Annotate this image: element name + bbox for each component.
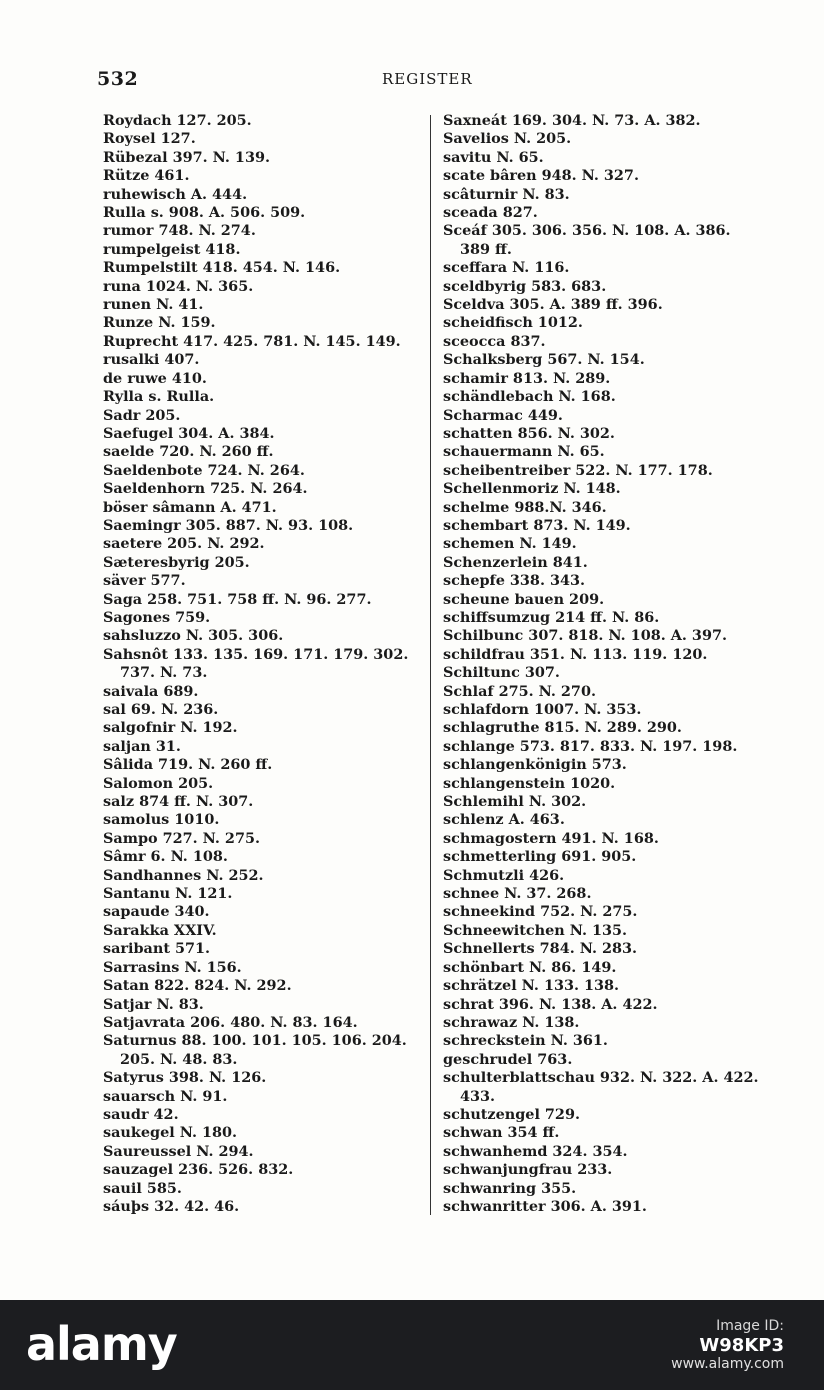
index-entry: rusalki 407. (103, 351, 200, 369)
index-entry: Sceáf 305. 306. 356. N. 108. A. 386. (443, 222, 731, 240)
index-entry: scheibentreiber 522. N. 177. 178. (443, 461, 713, 479)
index-entry: schlafdorn 1007. N. 353. (443, 701, 642, 718)
index-entry: rumor 748. N. 274. (103, 222, 256, 240)
index-entry: schatten 856. N. 302. (443, 424, 615, 442)
index-entry: Rütze 461. (103, 167, 190, 185)
index-entry: ruhewisch A. 444. (103, 185, 248, 203)
index-entry: scâturnir N. 83. (443, 185, 570, 203)
index-entry: schnee N. 37. 268. (443, 885, 592, 903)
index-entry: schelme 988.N. 346. (443, 498, 607, 516)
index-entry: schembart 873. N. 149. (443, 516, 631, 534)
index-entry: schwan 354 ff. (443, 1124, 560, 1142)
index-entry: runa 1024. N. 365. (103, 277, 254, 295)
index-entry: schlangenstein 1020. (443, 774, 616, 792)
index-entry: sauzagel 236. 526. 832. (103, 1161, 294, 1179)
index-entry: schutzengel 729. (443, 1105, 580, 1123)
index-entry: 737. N. 73. (120, 664, 208, 682)
index-entry: 205. N. 48. 83. (120, 1050, 238, 1068)
index-entry: de ruwe 410. (103, 369, 207, 387)
index-entry: Schalksberg 567. N. 154. (443, 351, 645, 369)
index-entry: savitu N. 65. (443, 148, 544, 166)
index-entry: Sampo 727. N. 275. (103, 829, 260, 847)
index-entry: saljan 31. (103, 737, 181, 755)
index-entry: Schiltunc 307. (443, 664, 560, 682)
index-entry: Saturnus 88. 100. 101. 105. 106. 204. (103, 1032, 407, 1050)
index-entry: Sâmr 6. N. 108. (103, 848, 228, 866)
index-entry: saetere 205. N. 292. (103, 535, 265, 553)
index-entry: Rübezal 397. N. 139. (103, 148, 270, 166)
index-entry: Roysel 127. (103, 130, 196, 148)
index-entry: Sadr 205. (103, 406, 181, 424)
index-entry: schwanjungfrau 233. (443, 1161, 613, 1179)
index-entry: schwanhemd 324. 354. (443, 1142, 628, 1160)
index-entry: Satan 822. 824. N. 292. (103, 977, 292, 995)
index-entry: Saureussel N. 294. (103, 1142, 254, 1160)
index-entry: Schlaf 275. N. 270. (443, 682, 596, 700)
left-index-column (103, 112, 413, 1216)
index-entry: scate bâren 948. N. 327. (443, 167, 639, 185)
index-entry: Saeldenbote 724. N. 264. (103, 461, 305, 479)
index-entry: Sceldva 305. A. 389 ff. 396. (443, 296, 663, 314)
index-entry: Salomon 205. (103, 774, 214, 792)
site-url: www.alamy.com (671, 1356, 784, 1372)
index-entry: Sæteresbyrig 205. (103, 553, 250, 571)
index-entry: schlange 573. 817. 833. N. 197. 198. (443, 737, 738, 755)
index-entry: Schnellerts 784. N. 283. (443, 940, 638, 958)
image-id-value: W98KP3 (699, 1335, 784, 1356)
right-index-column (443, 112, 783, 1216)
index-entry: schmetterling 691. 905. (443, 848, 637, 866)
index-entry: schildfrau 351. N. 113. 119. 120. (443, 645, 708, 663)
index-entry: Sandhannes N. 252. (103, 866, 264, 884)
index-entry: schrawaz N. 138. (443, 1013, 580, 1031)
index-entry: Roydach 127. 205. (103, 112, 252, 129)
index-entry: schamir 813. N. 289. (443, 369, 611, 387)
index-entry: schepfe 338. 343. (443, 572, 586, 590)
index-entry: Saemingr 305. 887. N. 93. 108. (103, 516, 354, 534)
index-entry: sapaude 340. (103, 903, 210, 921)
index-entry: böser sâmann A. 471. (103, 498, 277, 516)
index-entry: saelde 720. N. 260 ff. (103, 443, 274, 461)
index-entry: saribant 571. (103, 940, 211, 958)
index-entry: saivala 689. (103, 682, 199, 700)
index-entry: sauil 585. (103, 1179, 182, 1197)
index-entry: Satjar N. 83. (103, 995, 204, 1013)
index-entry: sahsluzzo N. 305. 306. (103, 627, 284, 645)
index-entry: salgofnir N. 192. (103, 719, 238, 737)
index-entry: Sâlida 719. N. 260 ff. (103, 756, 273, 774)
index-entry: Satjavrata 206. 480. N. 83. 164. (103, 1013, 358, 1031)
index-entry: Saga 258. 751. 758 ff. N. 96. 277. (103, 590, 372, 608)
index-entry: rumpelgeist 418. (103, 240, 241, 258)
index-entry: Saefugel 304. A. 384. (103, 424, 275, 442)
index-entry: scheidfisch 1012. (443, 314, 583, 332)
index-entry: schreckstein N. 361. (443, 1032, 608, 1050)
index-entry: Rulla s. 908. A. 506. 509. (103, 204, 306, 222)
column-divider (430, 115, 431, 1215)
index-entry: Satyrus 398. N. 126. (103, 1069, 267, 1087)
alamy-logo: alamy (26, 1317, 177, 1371)
index-entry: runen N. 41. (103, 296, 204, 314)
index-entry: schlangenkönigin 573. (443, 756, 627, 774)
index-entry: saudr 42. (103, 1105, 179, 1123)
index-entry: sceada 827. (443, 204, 538, 222)
index-entry: sáuþs 32. 42. 46. (103, 1197, 240, 1215)
index-entry: Schlemihl N. 302. (443, 793, 587, 811)
index-entry: schwanritter 306. A. 391. (443, 1197, 647, 1215)
index-entry: Sarakka XXIV. (103, 921, 217, 939)
index-entry: Schilbunc 307. 818. N. 108. A. 397. (443, 627, 727, 645)
running-head: REGISTER (382, 70, 473, 88)
index-entry: 389 ff. (460, 240, 512, 258)
page-number: 532 (97, 68, 139, 90)
index-entry: Runze N. 159. (103, 314, 216, 332)
index-entry: Santanu N. 121. (103, 885, 233, 903)
index-entry: Rylla s. Rulla. (103, 388, 215, 406)
index-entry: schönbart N. 86. 149. (443, 958, 617, 976)
index-entry: Ruprecht 417. 425. 781. N. 145. 149. (103, 332, 401, 350)
index-entry: geschrudel 763. (443, 1050, 573, 1068)
index-entry: 433. (460, 1087, 496, 1105)
image-id-label: Image ID: (716, 1318, 784, 1334)
index-entry: sauarsch N. 91. (103, 1087, 228, 1105)
index-entry: Sahsnôt 133. 135. 169. 171. 179. 302. (103, 645, 409, 663)
index-entry: Scharmac 449. (443, 406, 563, 424)
index-entry: schrätzel N. 133. 138. (443, 977, 620, 995)
index-entry: schlenz A. 463. (443, 811, 565, 829)
index-entry: Schneewitchen N. 135. (443, 921, 628, 939)
index-entry: Savelios N. 205. (443, 130, 572, 148)
index-entry: schemen N. 149. (443, 535, 577, 553)
index-entry: scheune bauen 209. (443, 590, 605, 608)
index-entry: schändlebach N. 168. (443, 388, 616, 406)
index-entry: sceffara N. 116. (443, 259, 570, 277)
index-entry: schauermann N. 65. (443, 443, 605, 461)
index-entry: Saeldenhorn 725. N. 264. (103, 480, 308, 498)
index-entry: schiffsumzug 214 ff. N. 86. (443, 608, 660, 626)
index-entry: Saxneát 169. 304. N. 73. A. 382. (443, 112, 701, 129)
index-entry: schulterblattschau 932. N. 322. A. 422. (443, 1069, 759, 1087)
index-entry: samolus 1010. (103, 811, 220, 829)
watermark-banner (0, 1300, 824, 1390)
index-entry: schwanring 355. (443, 1179, 577, 1197)
index-entry: Rumpelstilt 418. 454. N. 146. (103, 259, 341, 277)
index-entry: sal 69. N. 236. (103, 701, 219, 718)
index-entry: Sagones 759. (103, 608, 211, 626)
index-entry: Schmutzli 426. (443, 866, 565, 884)
index-entry: schlagruthe 815. N. 289. 290. (443, 719, 682, 737)
index-entry: sceocca 837. (443, 332, 546, 350)
index-entry: salz 874 ff. N. 307. (103, 793, 254, 811)
index-entry: schmagostern 491. N. 168. (443, 829, 659, 847)
index-entry: schneekind 752. N. 275. (443, 903, 638, 921)
image-id-block (699, 1316, 784, 1356)
index-entry: säver 577. (103, 572, 186, 590)
index-entry: sceldbyrig 583. 683. (443, 277, 607, 295)
index-entry: saukegel N. 180. (103, 1124, 238, 1142)
index-entry: schrat 396. N. 138. A. 422. (443, 995, 658, 1013)
index-entry: Sarrasins N. 156. (103, 958, 242, 976)
index-entry: Schellenmoriz N. 148. (443, 480, 621, 498)
index-entry: Schenzerlein 841. (443, 553, 588, 571)
